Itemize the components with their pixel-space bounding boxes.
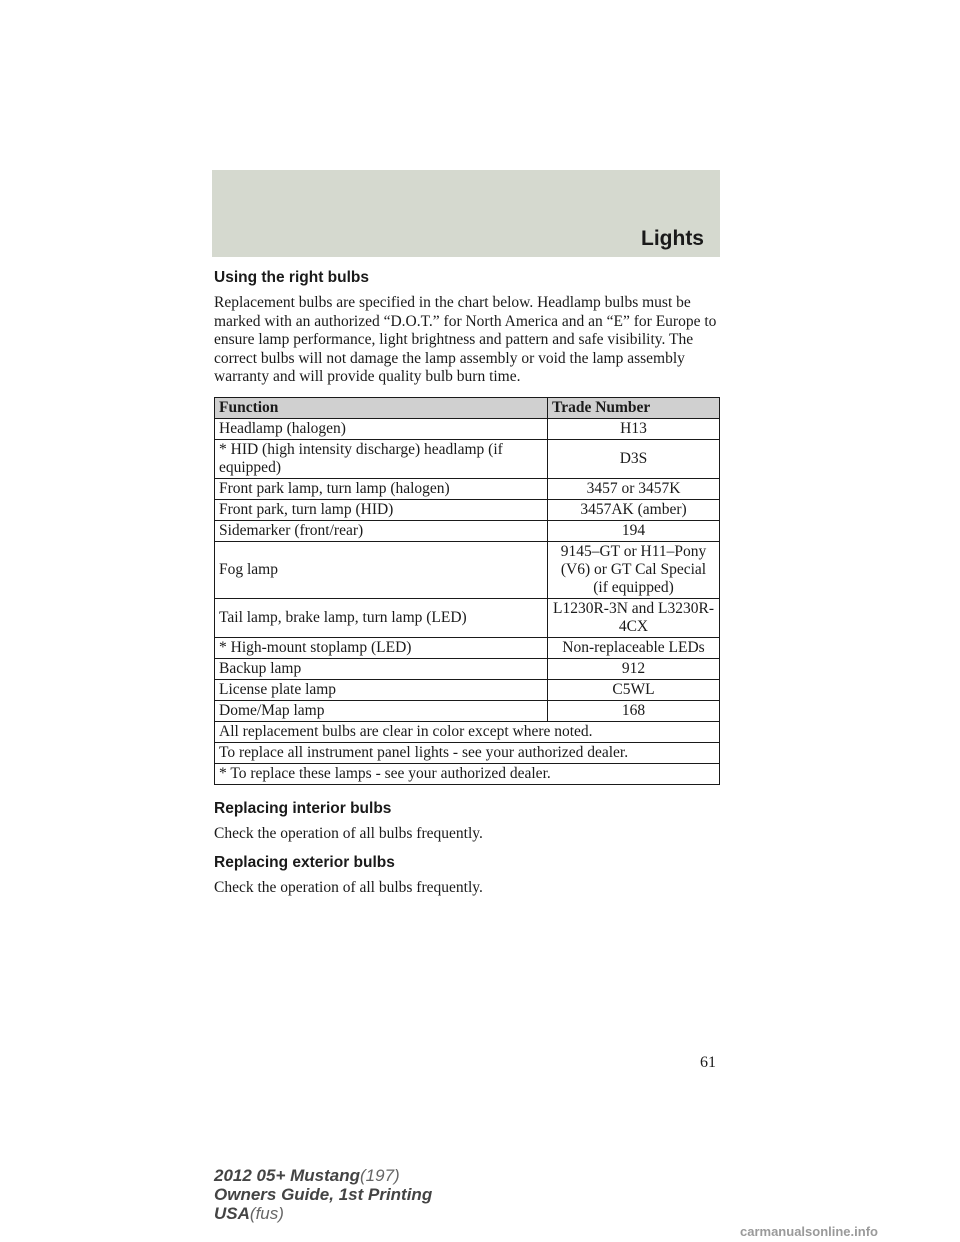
cell-trade: H13 <box>548 418 720 439</box>
table-row <box>215 541 720 598</box>
paragraph-right-bulbs: Replacement bulbs are specified in the chart below. Headlamp bulbs must be marked with an authorized “D.O.T.” for North America and an “E” for Europe to ensure lamp performance, light brightness and pattern and safe visibility. The correct bulbs will not damage the lamp assembly or void the lamp assembly warranty and will provide quality bulb burn time. <box>214 294 717 385</box>
heading-interior-bulbs: Replacing interior bulbs <box>214 799 392 817</box>
cell-trade: 194 <box>548 520 720 541</box>
page-number: 61 <box>700 1054 716 1071</box>
footer-model-code: (197) <box>360 1166 400 1185</box>
cell-trade: L1230R-3N and L3230R-4CX <box>548 598 720 637</box>
cell-trade: Non-replaceable LEDs <box>548 637 720 658</box>
page-content <box>214 268 720 908</box>
footer-edition: Owners Guide, 1st Printing <box>214 1185 433 1204</box>
cell-function: Headlamp (halogen) <box>215 418 548 439</box>
table-note-row <box>215 721 720 742</box>
table-row <box>215 598 720 637</box>
heading-right-bulbs: Using the right bulbs <box>214 269 369 286</box>
table-row <box>215 418 720 439</box>
header-band <box>212 170 720 257</box>
table-note: All replacement bulbs are clear in color except where noted. <box>215 721 720 742</box>
cell-trade: 912 <box>548 658 720 679</box>
cell-function: Front park, turn lamp (HID) <box>215 499 548 520</box>
cell-trade: 168 <box>548 700 720 721</box>
table-header-row <box>215 397 720 418</box>
cell-function: * HID (high intensity discharge) headlamp (if equipped) <box>215 439 548 478</box>
cell-function: Backup lamp <box>215 658 548 679</box>
cell-function: Sidemarker (front/rear) <box>215 520 548 541</box>
table-row <box>215 658 720 679</box>
table-row <box>215 637 720 658</box>
table-note-row <box>215 763 720 784</box>
cell-function: Front park lamp, turn lamp (halogen) <box>215 478 548 499</box>
footer-market: USA <box>214 1204 250 1223</box>
cell-function: * High-mount stoplamp (LED) <box>215 637 548 658</box>
section-title: Lights <box>641 227 704 250</box>
bulb-table <box>214 397 720 785</box>
heading-exterior-bulbs: Replacing exterior bulbs <box>214 854 395 871</box>
watermark-text: carmanualsonline.info <box>740 1224 878 1239</box>
footer-line-1 <box>214 1166 432 1185</box>
table-row <box>215 679 720 700</box>
cell-trade: 3457AK (amber) <box>548 499 720 520</box>
cell-trade: 9145–GT or H11–Pony (V6) or GT Cal Special (if equipped) <box>548 541 720 598</box>
paragraph-exterior-bulbs: Check the operation of all bulbs frequently. <box>214 879 483 896</box>
cell-function: Dome/Map lamp <box>215 700 548 721</box>
table-row <box>215 520 720 541</box>
table-note: * To replace these lamps - see your authorized dealer. <box>215 763 720 784</box>
header-function: Function <box>215 397 548 418</box>
footer-model: 2012 05+ Mustang <box>214 1166 360 1185</box>
footer-printing-info <box>214 1166 432 1223</box>
table-row <box>215 478 720 499</box>
header-trade-number: Trade Number <box>548 397 720 418</box>
cell-function: Tail lamp, brake lamp, turn lamp (LED) <box>215 598 548 637</box>
footer-market-code: (fus) <box>249 1204 284 1223</box>
table-row <box>215 700 720 721</box>
cell-function: Fog lamp <box>215 541 548 598</box>
paragraph-interior-bulbs: Check the operation of all bulbs frequently. <box>214 824 483 842</box>
table-note-row <box>215 742 720 763</box>
cell-function: License plate lamp <box>215 679 548 700</box>
cell-trade: D3S <box>548 439 720 478</box>
cell-trade: 3457 or 3457K <box>548 478 720 499</box>
footer-line-2 <box>214 1185 432 1204</box>
table-row <box>215 439 720 478</box>
table-note: To replace all instrument panel lights - see your authorized dealer. <box>215 742 720 763</box>
footer-line-3 <box>214 1204 432 1223</box>
cell-trade: C5WL <box>548 679 720 700</box>
table-row <box>215 499 720 520</box>
